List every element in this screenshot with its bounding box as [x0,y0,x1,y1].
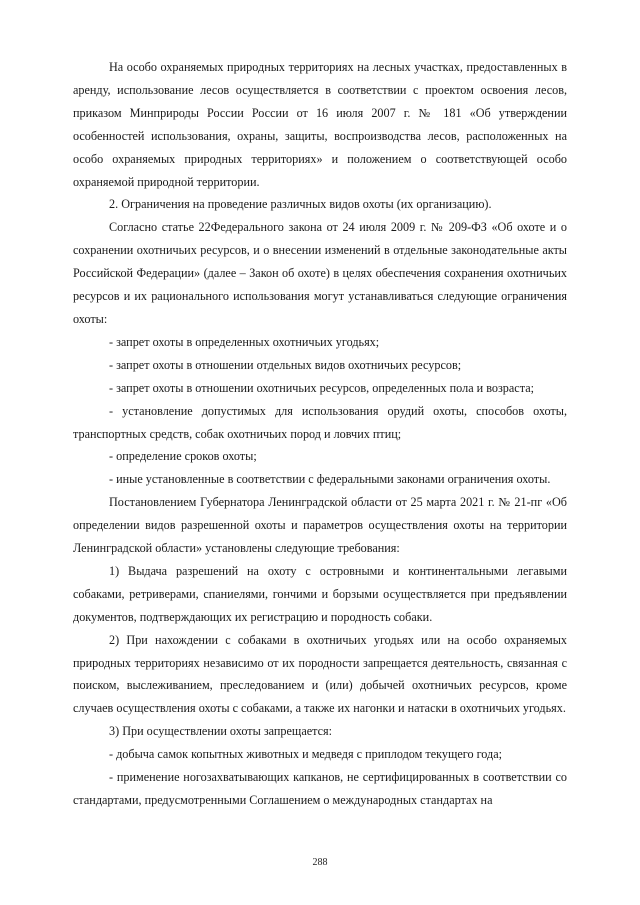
list-item-restriction-species: - запрет охоты в отношении отдельных видов охотничьих ресурсов; [109,357,462,372]
paragraph-requirement-3: 3) При осуществлении охоты запрещается: [109,724,333,739]
paragraph-governor-decree: Постановлением Губернатора Ленинградской области от 25 марта 2021 г. № 21-пг «Об определении видов разрешенной охоты и параметров осуществления охоты на территории Ленинградской области» установлены следующие требования: [73,495,567,556]
list-item-restriction-dates: - определение сроков охоты; [109,449,257,464]
list-item-restriction-territory: - запрет охоты в определенных охотничьих угодьях; [109,334,380,349]
page-number: 288 [312,857,328,868]
list-item-restriction-other: - иные установленные в соответствии с федеральными законами ограничения охоты. [109,472,551,487]
paragraph-hunting-law-article-22: Согласно статье 22Федерального закона от 24 июля 2009 г. № 209-ФЗ «Об охоте и о сохранении охотничьих ресурсов, и о внесении изменений в отдельные законодательные акты Российской Федерации» (далее – Закон об охоте) в целях обеспечения сохранения охотничьих ресурсов и их рационального использования могут устанавливаться следующие ограничения охоты: [73,220,567,326]
paragraph-requirement-2: 2) При нахождении с собаками в охотничьих угодьях или на особо охраняемых природных территориях независимо от их породности запрещается деятельность, связанная с поиском, выслеживанием, преследованием и (или) добычей охотничьих ресурсов, кроме случаев осуществления охоты с собаками, а также их нагонки и натаски в охотничьих угодьях. [73,632,567,716]
list-item-prohibition-females: - добыча самок копытных животных и медведя с приплодом текущего года; [109,747,503,762]
list-item-restriction-tools: - установление допустимых для использования орудий охоты, способов охоты, транспортных средств, собак охотничьих пород и ловчих птиц; [73,403,567,441]
paragraph-protected-areas-forest-use: На особо охраняемых природных территориях на лесных участках, предоставленных в аренду, использование лесов осуществляется в соответствии с проектом освоения лесов, приказом Минприроды России России от 16 июля 2007 г. № 181 «Об утверждении особенностей использования, охраны, защиты, воспроизводства лесов, расположенных на особо охраняемых природных территориях» и положением о соответствующей особо охраняемой природной территории. [73,60,567,189]
section-heading-hunting-restrictions: 2. Ограничения на проведение различных видов охоты (их организацию). [109,197,492,212]
list-item-restriction-sex-age: - запрет охоты в отношении охотничьих ресурсов, определенных пола и возраста; [109,380,534,395]
list-item-prohibition-traps: - применение ногозахватывающих капканов, не сертифицированных в соответствии со стандартами, предусмотренными Соглашением о международных стандартах на [73,770,567,807]
paragraph-requirement-1: 1) Выдача разрешений на охоту с островными и континентальными легавыми собаками, ретриверами, спаниелями, гончими и борзыми осуществляется при предъявлении документов, подтверждающих их регистрацию и породность собаки. [73,563,567,624]
page-body [73,56,567,812]
